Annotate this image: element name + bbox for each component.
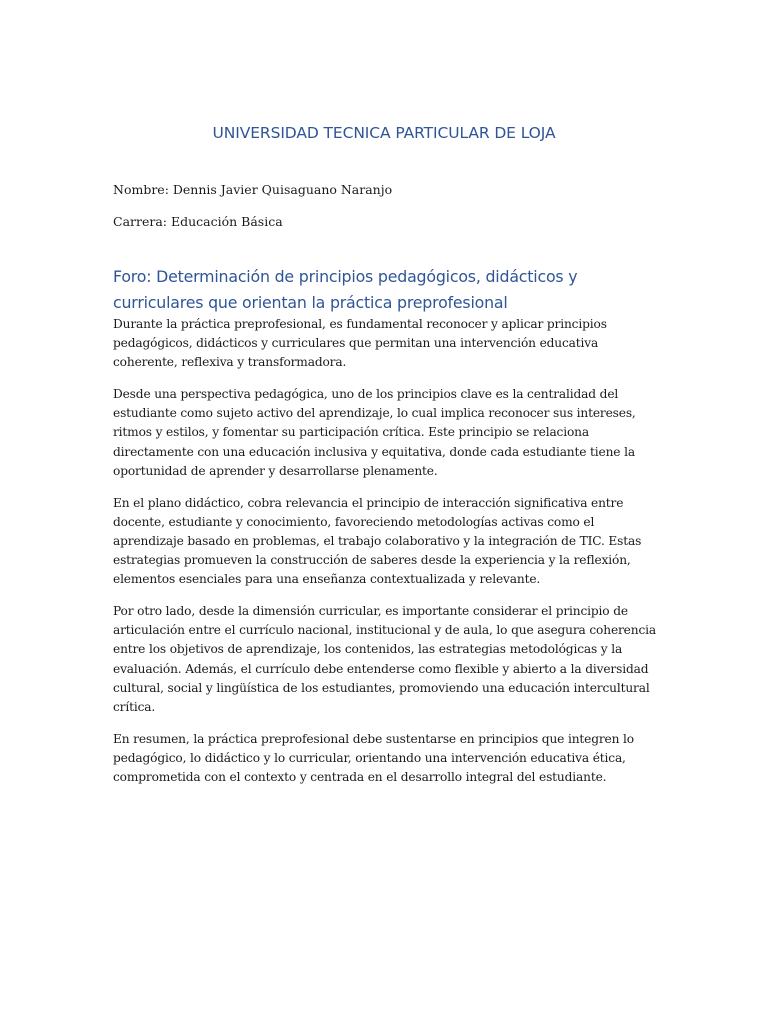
paragraph-didactic: En el plano didáctico, cobra relevancia el principio de interacción significativa entre docente, estudiante y conocimiento, favoreciendo metodologías activas como el aprendizaje basado en problemas, el trabajo colaborativo y la integración de TIC. Estas estrategias promueven la construcción de saberes desde la experiencia y la reflexión, elementos esenciales para una enseñanza contextualizada y relevante. bbox=[113, 495, 642, 587]
student-career: Carrera: Educación Básica bbox=[113, 214, 283, 229]
student-name: Nombre: Dennis Javier Quisaguano Naranjo bbox=[113, 182, 393, 197]
paragraph-summary: En resumen, la práctica preprofesional debe sustentarse en principios que integren lo pedagógico, lo didáctico y lo curricular, orientando una intervención educativa ética, comprometida con el contexto y centrada en el desarrollo integral del estudiante. bbox=[113, 731, 634, 784]
document-body bbox=[113, 315, 661, 800]
paragraph-pedagogical: Desde una perspectiva pedagógica, uno de los principios clave es la centralidad del estudiante como sujeto activo del aprendizaje, lo cual implica reconocer sus intereses, ritmos y estilos, y fomentar su participación crítica. Este principio se relaciona directamente con una educación inclusiva y equitativa, donde cada estudiante tiene la oportunidad de aprender y desarrollarse plenamente. bbox=[113, 387, 636, 478]
paragraph-curricular: Por otro lado, desde la dimensión curricular, es importante considerar el principio de articulación entre el currículo nacional, institucional y de aula, lo que asegura coherencia entre los objetivos de aprendizaje, los contenidos, las estrategias metodológicas y la evaluación. Además, el currículo debe entenderse como flexible y abierto a la diversidad cultural, social y lingüística de los estudiantes, promoviendo una educación intercultural crítica. bbox=[113, 604, 656, 714]
paragraph-intro: Durante la práctica preprofesional, es fundamental reconocer y aplicar principios pedagógicos, didácticos y curriculares que permitan una intervención educativa coherente, reflexiva y transformadora. bbox=[113, 317, 607, 370]
university-title: UNIVERSIDAD TECNICA PARTICULAR DE LOJA bbox=[212, 124, 556, 142]
forum-heading: Foro: Determinación de principios pedagógicos, didácticos y curriculares que orientan la práctica preprofesional bbox=[113, 267, 578, 312]
